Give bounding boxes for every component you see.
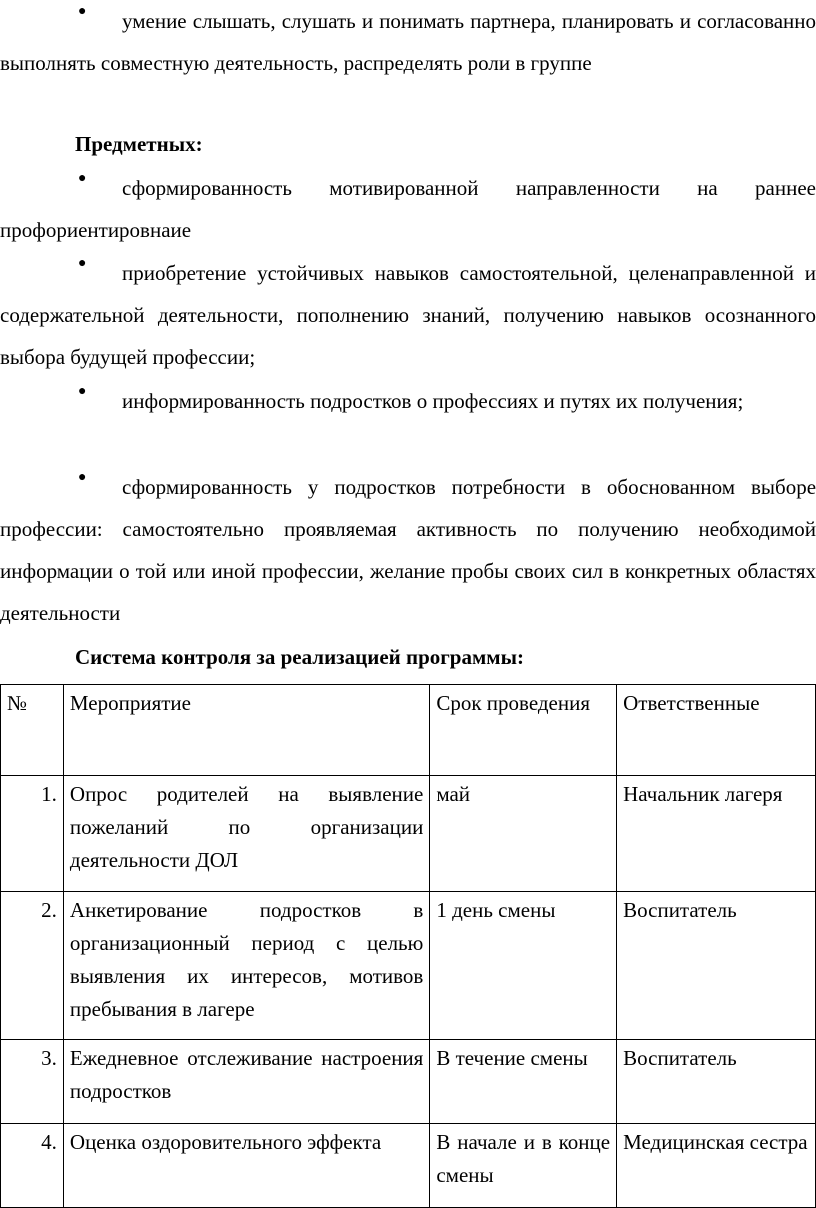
header-term: Срок проведения [430, 685, 617, 776]
table-header-row [1, 685, 816, 776]
bullet-continuation: согласованно выполнять совместную деятельность, распределять роли в группе [0, 9, 816, 75]
bullet-continuation: целенаправленной и содержательной деятельности, пополнению знаний, получению навыков осознанного выбора будущей профессии; [0, 261, 816, 369]
bullet-continuation: профориентировнаие [0, 218, 192, 242]
bullet-first-line: информированность подростков о профессиях и путях их [122, 389, 638, 413]
row-term: май [430, 776, 617, 892]
table-row [1, 1040, 816, 1124]
bullet-icon: ● [78, 384, 87, 399]
bullet-continuation: выборе профессии: самостоятельно проявляемая активность по получению необходимой информации о той или иной профессии, желание пробы своих сил в конкретных областях деятельности [0, 475, 816, 625]
row-event: Ежедневное отслеживание настроения подростков [63, 1040, 429, 1124]
bullet-paragraph-communication [0, 0, 816, 84]
bullet-first-line: сформированность у подростков потребности в обоснованном [122, 475, 736, 499]
bullet-first-line: умение слышать, слушать и понимать партнера, планировать и [122, 9, 691, 33]
row-number: 2. [1, 892, 64, 1040]
bullet-paragraph [0, 167, 816, 251]
control-table [0, 684, 816, 1208]
header-number: № [1, 685, 64, 776]
heading-control-system: Система контроля за реализацией программы: [75, 645, 524, 669]
header-event: Мероприятие [63, 685, 429, 776]
bullet-paragraph [0, 466, 816, 634]
row-responsible: Медицинская сестра [617, 1124, 816, 1208]
bullet-icon: ● [78, 470, 87, 485]
bullet-paragraph [0, 252, 816, 378]
row-term: В течение смены [430, 1040, 617, 1124]
row-event: Оценка оздоровительного эффекта [63, 1124, 429, 1208]
row-responsible: Воспитатель [617, 892, 816, 1040]
bullet-icon: ● [78, 4, 87, 19]
row-number: 4. [1, 1124, 64, 1208]
row-number: 3. [1, 1040, 64, 1124]
table-row [1, 1124, 816, 1208]
header-responsible: Ответственные [617, 685, 816, 776]
bullet-first-line: приобретение устойчивых навыков самостоятельной, [122, 261, 618, 285]
row-number: 1. [1, 776, 64, 892]
row-event: Опрос родителей на выявление пожеланий по организации деятельности ДОЛ [63, 776, 429, 892]
bullet-icon: ● [78, 171, 87, 186]
bullet-continuation: получения; [642, 389, 744, 413]
row-term: В начале и в конце смены [430, 1124, 617, 1208]
table-row [1, 776, 816, 892]
row-responsible: Начальник лагеря [617, 776, 816, 892]
row-event: Анкетирование подростков в организационный период с целью выявления их интересов, мотивов пребывания в лагере [63, 892, 429, 1040]
bullet-icon: ● [78, 256, 87, 271]
row-responsible: Воспитатель [617, 1040, 816, 1124]
row-term: 1 день смены [430, 892, 617, 1040]
table-row [1, 892, 816, 1040]
bullet-paragraph [0, 380, 816, 422]
heading-subject-results: Предметных: [75, 132, 203, 156]
bullet-first-line: сформированность мотивированной направленности на раннее [122, 176, 816, 200]
